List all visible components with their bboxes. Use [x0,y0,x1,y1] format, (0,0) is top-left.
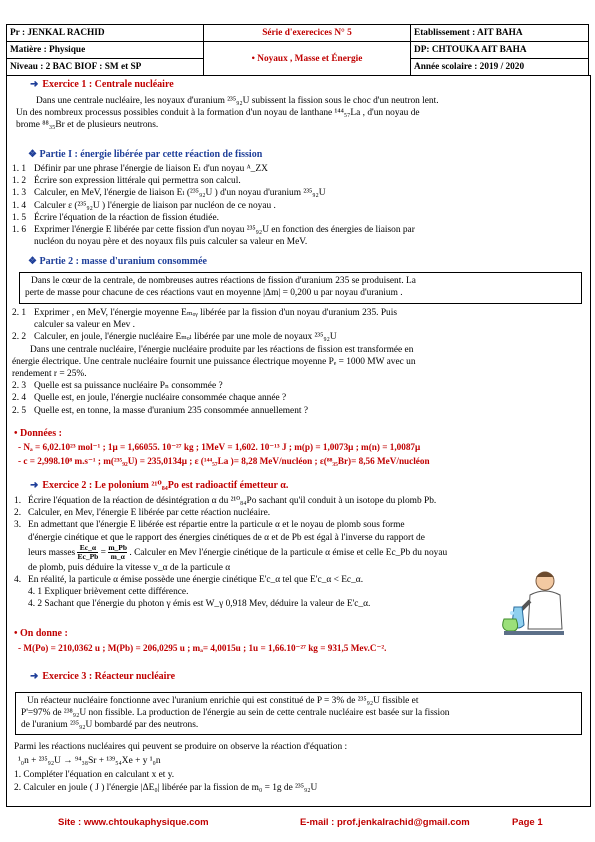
question: 1. 1 Définir par une phrase l'énergie de liaison Eₗ d'un noyau ᴬ_ZX [12,164,268,174]
scientist-illustration [500,567,575,642]
data-title: • Données : [14,428,62,439]
paragraph: énergie électrique. Une centrale nucléaire fournit une puissance électrique moyenne Pₑ = 1000 MW avec un [12,356,416,367]
question: 1. Compléter l'équation en calculant x et y. [14,770,175,781]
question: 1. 5 Écrire l'équation de la réaction de fission étudiée. [12,212,219,223]
arrow-icon: ➜ [30,79,39,90]
fraction: $\frac{Ec\_\alpha}{Ec\_Pb}$ [77,543,99,562]
box-line: perte de masse pour chacune de ces réactions vaut en moyenne |Δm| = 0,200 u par noyau d'uranium . [25,288,403,299]
data-values [18,441,584,467]
question: nucléon du noyau père et des noyaux fils puis calculer sa valeur en MeV. [34,237,308,248]
question: 2. 3 Quelle est sa puissance nucléaire Pₙ consommée ? [12,381,223,392]
question: 1. Écrire l'équation de la réaction de désintégration α du ²¹⁰₈₄Po sachant qu'il conduit à un isotope du plomb Pb. [14,496,437,506]
part-1-questions [12,163,582,248]
exercise-3-title: ➜ Exercice 3 : Réacteur nucléaire [30,671,176,682]
question-sub: 4. 1 Expliquer brièvement cette différence. [28,587,189,598]
question: 2. Calculer en joule ( J ) l'énergie |ΔE₀| libérée par la fission de m₀ = 1g de ²³⁵₉₂U [14,782,318,793]
part-1-title: ❖ Partie I : énergie libérée par cette réaction de fission [28,149,263,160]
exercise-3-box [15,692,582,735]
exercise-2-questions [14,495,582,611]
subject: Matière : Physique [7,42,204,59]
footer-site[interactable]: Site : www.chtoukaphysique.com [58,817,209,828]
given-values: - M(Po) = 210,0362 u ; M(Pb) = 206,0295 u ; mₐ= 4,0015u ; 1u = 1,66.10⁻²⁷ kg = 931,5 Mev.C⁻². [18,643,387,653]
given-title: • On donne : [14,628,68,639]
question-cont: leurs masses $\frac{Ec\_\alpha}{Ec\_Pb}$ = $\frac{m\_Pb}{m\_\alpha}$ . Calculer en Mev l'énergie cinétique de la particule α émise et celle Ec_Pb du noyau [28,543,448,562]
school-year: Année scolaire : 2019 / 2020 [411,59,589,76]
arrow-icon: ➜ [30,671,39,682]
diamond-icon: ❖ [28,149,40,160]
question: 2. 4 Quelle est, en joule, l'énergie nucléaire consommée chaque année ? [12,393,287,404]
intro-line: Un des nombreux processus possibles conduit à la formation d'un noyau de lanthane ¹⁴⁴₅₇La , d'un noyau de [16,108,420,119]
exercise-2-title: ➜ Exercice 2 : Le polonium ²¹⁰₈₄Po est radioactif émetteur α. [30,480,289,491]
question: 1. 3 Calculer, en MeV, l'énergie de liaison Eₗ (²³⁵₉₂U ) d'un noyau d'uranium ²³⁵₉₂U [12,188,326,199]
box-line: de l'uranium ²³⁵₉₂U bombardé par des neutrons. [21,720,199,731]
paragraph: rendement r = 25%. [12,369,87,380]
intro-line: Dans une centrale nucléaire, les noyaux d'uranium ²³⁵₉₂U subissent la fission sous le choc d'un neutron lent. [36,96,439,106]
exercise-1-title: ➜ Exercice 1 : Centrale nucléaire [30,79,174,90]
question-sub: 4. 2 Sachant que l'énergie du photon γ émis est W_γ 0,918 Mev, déduire la valeur de E'c_α. [28,599,371,610]
topic: • Noyaux , Masse et Énergie [204,42,411,76]
dp: DP: CHTOUKA AIT BAHA [411,42,589,59]
intro-line: brome ⁸⁸₃₅Br et de plusieurs neutrons. [16,120,159,131]
question: 3. En admettant que l'énergie E libérée est répartie entre la particule α et le noyau de plomb sous forme [14,520,405,531]
question: 2. 5 Quelle est, en tonne, la masse d'uranium 235 consommée annuellement ? [12,405,309,416]
question-cont: de plomb, puis déduire la vitesse v_α de la particule α [28,562,231,573]
fraction: $\frac{m\_Pb}{m\_\alpha}$ [108,543,128,562]
question: 2. 1 Exprimer , en MeV, l'énergie moyenne Eₘₒᵧ libérée par la fission d'un noyau d'uranium 235. Puis [12,308,397,318]
question: 4. En réalité, la particule α émise possède une énergie cinétique E'c_α tel que E'c_α < Ec_α. [14,575,364,586]
series-title: Série d'exerecices N° 5 [204,25,411,42]
part-2-title: ❖ Partie 2 : masse d'uranium consommée [28,256,207,267]
teacher-name: Pr : JENKAL RACHID [7,25,204,42]
header-table [6,24,589,76]
data-line: - Nₐ = 6,02.10²³ mol⁻¹ ; 1μ = 1,66055. 10⁻²⁷ kg ; 1MeV = 1,602. 10⁻¹³ J ; m(p) = 1,0073μ ; m(n) = 1,0087μ [18,442,421,452]
school-name: Etablissement : AIT BAHA [411,25,589,42]
equation: ¹₀n + ²³⁵₉₂U → ⁹⁴₃₈Sr + ¹³⁹₅₄Xe + y ¹₀n [18,756,161,767]
footer-page: Page 1 [512,817,543,828]
footer-email[interactable]: E-mail : prof.jenkalrachid@gmail.com [300,817,470,828]
box-line: Dans le cœur de la centrale, de nombreuses autres réactions de fission d'uranium 235 se produisent. La [31,276,416,286]
intro-line: Parmi les réactions nucléaires qui peuvent se produire on observe la réaction d'équation : [14,742,348,752]
part-2-questions [12,307,582,417]
exercise-1-intro [16,95,581,132]
diamond-icon: ❖ [28,256,40,267]
question: calculer sa valeur en Mev . [34,320,135,331]
question: 1. 4 Calculer ε (²³⁵₉₂U ) l'énergie de liaison par nucléon de ce noyau . [12,200,276,211]
question: 1. 6 Exprimer l'énergie E libérée par cette fission d'un noyau ²³⁵₉₂U en fonction des énergies de liaison par [12,225,415,236]
arrow-icon: ➜ [30,480,39,491]
part-2-box [19,272,582,304]
question: 1. 2 Écrire son expression littérale qui permettra son calcul. [12,176,241,187]
question: 2. 2 Calculer, en joule, l'énergie nucléaire Eₘₒₗ libérée par une mole de noyaux ²³⁵₉₂U [12,332,337,343]
box-line: P'=97% de ²³⁸₉₂U non fissible. La production de l'énergie au sein de cette centrale nucléaire est basée sur la fission [21,708,450,719]
question: 2. Calculer, en Mev, l'énergie E libérée par cette réaction nucléaire. [14,508,271,519]
paragraph: Dans une centrale nucléaire, l'énergie nucléaire produite par les réactions de fission est transformée en [30,344,414,355]
exercise-3-questions [14,741,582,794]
box-line: Un réacteur nucléaire fonctionne avec l'uranium enrichie qui est constitué de P = 3% de ²³⁵₉₂U fissible et [27,696,419,706]
level: Niveau : 2 BAC BIOF : SM et SP [7,59,204,76]
question-cont: d'énergie cinétique et que le rapport des énergies cinétiques de α et de Pb est égal à l'inverse du rapport de [28,532,425,543]
data-line: - c = 2,998.10⁸ m.s⁻¹ ; m(²³⁵₉₂U) = 235,0134μ ; ε (¹⁴⁴₅₇La )= 8,28 MeV/nucléon ; ε(⁸⁸₃₅Br)= 8,56 MeV/nucléon [18,456,430,467]
